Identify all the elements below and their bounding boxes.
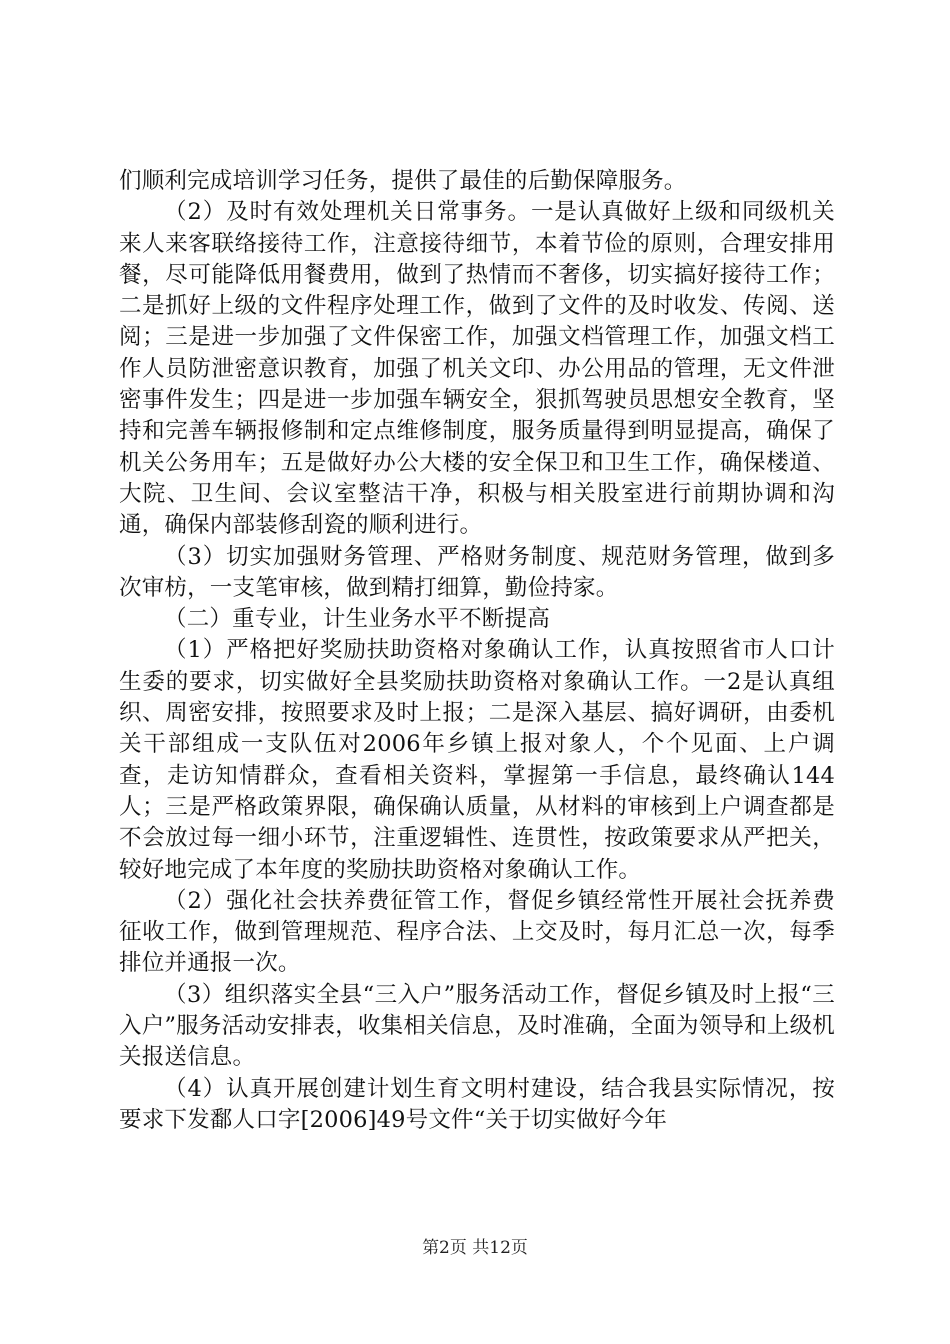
paragraph-item-3-finance: （3）切实加强财务管理、严格财务制度、规范财务管理，做到多次审枋，一支笔审核，做到精打细算，勤俭持家。 (119, 543, 835, 601)
paragraph-item-1-reward-support: （1）严格把好奖励扶助资格对象确认工作，认真按照省市人口计生委的要求，切实做好全县奖励扶助资格对象确认工作。一2是认真组织、周密安排，按照要求及时上报；二是深入基层、搞好调研，由委机关干部组成一支队伍对2006年乡镇上报对象人，个个见面、上户调查，走访知情群众，查看相关资料，掌握第一手信息，最终确认144人；三是严格政策界限，确保确认质量，从材料的审核到上户调查都是不会放过每一细小环节，注重逻辑性、连贯性，按政策要求从严把关，较好地完成了本年度的奖励扶助资格对象确认工作。 (119, 637, 835, 883)
paragraph-continuation: 们顺利完成培训学习任务，提供了最佳的后勤保障服务。 (119, 168, 687, 194)
section-heading-professional: （二）重专业，计生业务水平不断提高 (164, 606, 550, 633)
paragraph-item-4-civilized-village: （4）认真开展创建计划生育文明村建设，结合我县实际情况，按要求下发鄱人口字[2006]49号文件“关于切实做好今年 (119, 1075, 835, 1133)
page-number-footer: 第2页 共12页 (422, 1238, 528, 1258)
document-body (119, 166, 835, 1136)
paragraph-item-2-social-fee: （2）强化社会扶养费征管工作，督促乡镇经常性开展社会抚养费征收工作，做到管理规范、程序合法、上交及时，每月汇总一次，每季排位并通报一次。 (119, 887, 835, 977)
paragraph-item-2-daily-affairs: （2）及时有效处理机关日常事务。一是认真做好上级和同级机关来人来客联络接待工作，注意接待细节，本着节俭的原则，合理安排用餐，尽可能降低用餐费用，做到了热情而不奢侈，切实搞好接待工作；二是抓好上级的文件程序处理工作，做到了文件的及时收发、传阅、送阅；三是进一步加强了文件保密工作，加强文档管理工作，加强文档工作人员防泄密意识教育，加强了机关文印、办公用品的管理，无文件泄密事件发生；四是进一步加强车辆安全，狠抓驾驶员思想安全教育，坚持和完善车辆报修制和定点维修制度，服务质量得到明显提高，确保了机关公务用车；五是做好办公大楼的安全保卫和卫生工作，确保楼道、大院、卫生间、会议室整洁干净，积极与相关股室进行前期协调和沟通，确保内部装修刮瓷的顺利进行。 (119, 199, 835, 539)
paragraph-item-3-three-households: （3）组织落实全县“三入户”服务活动工作，督促乡镇及时上报“三入户”服务活动安排表，收集相关信息，及时准确，全面为领导和上级机关报送信息。 (119, 981, 835, 1071)
